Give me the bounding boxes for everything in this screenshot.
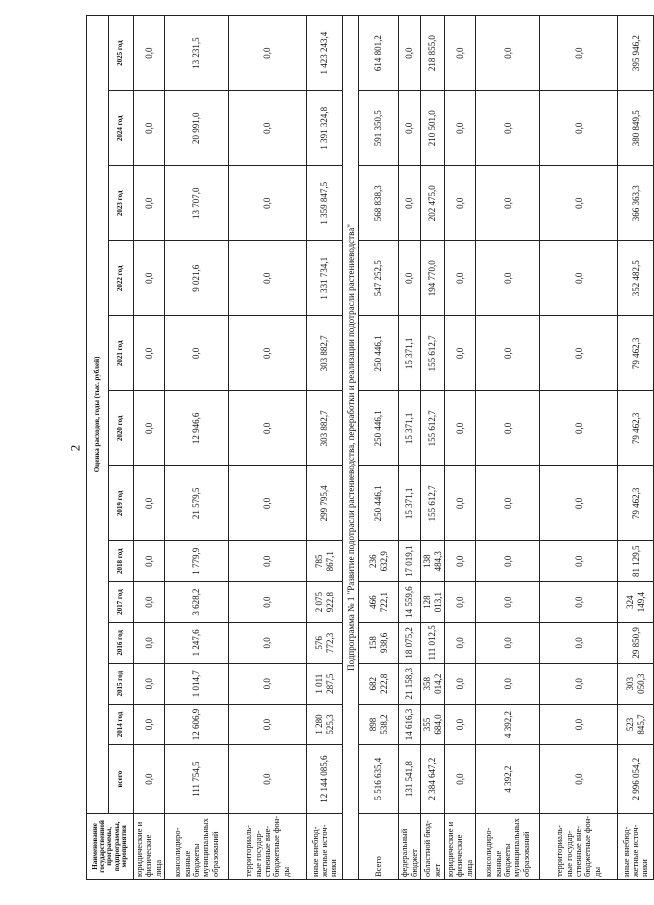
total-cell: 0,0 bbox=[134, 745, 165, 813]
row-label: консолидиро-ванные бюджеты муниципальных образований bbox=[476, 813, 540, 879]
year-value-cell: 324 149,4 bbox=[618, 582, 654, 623]
year-value-cell: 0,0 bbox=[229, 166, 307, 241]
year-value-cell: 0,0 bbox=[445, 391, 476, 466]
year-value-cell: 0,0 bbox=[476, 582, 540, 623]
year-value-cell: 366 363,3 bbox=[618, 166, 654, 241]
year-value-cell: 20 991,0 bbox=[165, 91, 229, 166]
year-value-cell: 0,0 bbox=[476, 663, 540, 704]
year-value-cell: 0,0 bbox=[229, 663, 307, 704]
row-label: федеральный бюджет bbox=[399, 813, 421, 879]
row-label: территориаль-ные государ-ственные вне-бюджетные фон-ды bbox=[229, 813, 307, 879]
total-cell: 0,0 bbox=[445, 745, 476, 813]
year-value-cell: 250 446,1 bbox=[359, 466, 399, 541]
table-row bbox=[134, 16, 165, 880]
year-value-cell: 18 075,2 bbox=[399, 622, 421, 663]
year-value-cell: 14 559,6 bbox=[399, 582, 421, 623]
year-value-cell: 0,0 bbox=[445, 622, 476, 663]
total-cell: 5 516 635,4 bbox=[359, 745, 399, 813]
year-value-cell: 380 849,5 bbox=[618, 91, 654, 166]
year-value-cell: 0,0 bbox=[476, 622, 540, 663]
year-value-cell: 0,0 bbox=[229, 541, 307, 582]
row-label: иные внебюд-жетные источ-ники bbox=[307, 813, 343, 879]
year-column-header: 2019 год bbox=[109, 466, 134, 541]
year-value-cell: 1 011 287,5 bbox=[307, 663, 343, 704]
year-value-cell: 0,0 bbox=[445, 166, 476, 241]
total-cell: 0,0 bbox=[540, 745, 618, 813]
table-row bbox=[307, 16, 343, 880]
year-column-header: 2017 год bbox=[109, 582, 134, 623]
year-value-cell: 0,0 bbox=[229, 16, 307, 91]
table-body bbox=[134, 16, 654, 880]
year-value-cell: 0,0 bbox=[229, 241, 307, 316]
year-value-cell: 0,0 bbox=[399, 166, 421, 241]
table-row bbox=[421, 16, 445, 880]
year-value-cell: 1 014,7 bbox=[165, 663, 229, 704]
year-value-cell: 236 632,9 bbox=[359, 541, 399, 582]
total-cell: 0,0 bbox=[229, 745, 307, 813]
year-value-cell: 128 013,1 bbox=[421, 582, 445, 623]
year-value-cell: 0,0 bbox=[540, 316, 618, 391]
year-value-cell: 1 359 847,5 bbox=[307, 166, 343, 241]
year-value-cell: 466 722,1 bbox=[359, 582, 399, 623]
year-value-cell: 682 222,8 bbox=[359, 663, 399, 704]
year-column-header: 2018 год bbox=[109, 541, 134, 582]
year-value-cell: 0,0 bbox=[540, 704, 618, 745]
year-value-cell: 158 938,6 bbox=[359, 622, 399, 663]
table-row bbox=[165, 16, 229, 880]
table-row bbox=[540, 16, 618, 880]
subprogram-title: Подпрограмма № 1 "Развитие подотрасли растениеводства, переработки и реализации подотрасли растениеводства" bbox=[343, 16, 359, 880]
year-value-cell: 355 684,0 bbox=[421, 704, 445, 745]
year-value-cell: 547 252,5 bbox=[359, 241, 399, 316]
year-value-cell: 1 391 324,8 bbox=[307, 91, 343, 166]
year-value-cell: 0,0 bbox=[540, 166, 618, 241]
year-value-cell: 79 462,3 bbox=[618, 466, 654, 541]
year-value-cell: 0,0 bbox=[476, 166, 540, 241]
name-column-header: Наименование государственной программы, подпрограммы, мероприятия bbox=[87, 813, 134, 879]
year-value-cell: 0,0 bbox=[229, 466, 307, 541]
year-value-cell: 194 770,0 bbox=[421, 241, 445, 316]
year-column-header: 2022 год bbox=[109, 241, 134, 316]
year-value-cell: 303 882,7 bbox=[307, 316, 343, 391]
table-row bbox=[618, 16, 654, 880]
expenditure-table bbox=[86, 15, 654, 880]
year-value-cell: 0,0 bbox=[476, 316, 540, 391]
year-value-cell: 395 946,2 bbox=[618, 16, 654, 91]
row-label: областной бюд-жет bbox=[421, 813, 445, 879]
year-value-cell: 0,0 bbox=[399, 16, 421, 91]
year-value-cell: 0,0 bbox=[445, 241, 476, 316]
year-value-cell: 21 158,3 bbox=[399, 663, 421, 704]
year-value-cell: 0,0 bbox=[134, 166, 165, 241]
year-column-header: 2025 год bbox=[109, 16, 134, 91]
year-value-cell: 0,0 bbox=[445, 582, 476, 623]
row-label: консолидиро-ванные бюджеты муниципальных образований bbox=[165, 813, 229, 879]
table-row bbox=[229, 16, 307, 880]
year-value-cell: 138 484,3 bbox=[421, 541, 445, 582]
row-label: юридические и физические лица bbox=[134, 813, 165, 879]
year-column-header: 2023 год bbox=[109, 166, 134, 241]
year-value-cell: 0,0 bbox=[540, 582, 618, 623]
year-value-cell: 0,0 bbox=[445, 91, 476, 166]
year-value-cell: 0,0 bbox=[134, 16, 165, 91]
year-value-cell: 3 628,2 bbox=[165, 582, 229, 623]
year-value-cell: 0,0 bbox=[134, 663, 165, 704]
year-value-cell: 0,0 bbox=[134, 466, 165, 541]
year-value-cell: 0,0 bbox=[445, 663, 476, 704]
year-value-cell: 1 423 243,4 bbox=[307, 16, 343, 91]
year-value-cell: 81 129,5 bbox=[618, 541, 654, 582]
year-value-cell: 0,0 bbox=[134, 391, 165, 466]
year-value-cell: 352 482,5 bbox=[618, 241, 654, 316]
page-number: 2 bbox=[67, 444, 83, 452]
table-row bbox=[445, 16, 476, 880]
year-value-cell: 898 538,2 bbox=[359, 704, 399, 745]
year-value-cell: 79 462,3 bbox=[618, 391, 654, 466]
year-column-header: 2014 год bbox=[109, 704, 134, 745]
year-value-cell: 0,0 bbox=[445, 466, 476, 541]
year-value-cell: 1 247,6 bbox=[165, 622, 229, 663]
year-value-cell: 0,0 bbox=[399, 91, 421, 166]
year-value-cell: 0,0 bbox=[476, 466, 540, 541]
row-label: территориаль-ные государ-ственные вне-бюджетные фон-ды bbox=[540, 813, 618, 879]
year-value-cell: 17 019,1 bbox=[399, 541, 421, 582]
year-value-cell: 568 838,3 bbox=[359, 166, 399, 241]
year-value-cell: 0,0 bbox=[540, 541, 618, 582]
year-value-cell: 0,0 bbox=[134, 541, 165, 582]
year-value-cell: 0,0 bbox=[229, 91, 307, 166]
year-value-cell: 0,0 bbox=[445, 704, 476, 745]
row-label: иные внебюд-жетные источ-ники bbox=[618, 813, 654, 879]
year-value-cell: 21 579,5 bbox=[165, 466, 229, 541]
year-value-cell: 0,0 bbox=[134, 241, 165, 316]
row-label: Всего bbox=[359, 813, 399, 879]
year-value-cell: 0,0 bbox=[540, 241, 618, 316]
total-cell: 2 384 647,2 bbox=[421, 745, 445, 813]
year-value-cell: 12 606,9 bbox=[165, 704, 229, 745]
year-value-cell: 0,0 bbox=[229, 582, 307, 623]
year-value-cell: 15 371,1 bbox=[399, 316, 421, 391]
subprogram-title-row bbox=[343, 16, 359, 880]
year-value-cell: 591 350,5 bbox=[359, 91, 399, 166]
year-value-cell: 358 014,2 bbox=[421, 663, 445, 704]
total-column-header: всего bbox=[109, 745, 134, 813]
year-value-cell: 250 446,1 bbox=[359, 316, 399, 391]
year-value-cell: 0,0 bbox=[476, 16, 540, 91]
year-value-cell: 0,0 bbox=[540, 391, 618, 466]
year-value-cell: 0,0 bbox=[229, 704, 307, 745]
year-value-cell: 210 501,0 bbox=[421, 91, 445, 166]
year-value-cell: 0,0 bbox=[134, 582, 165, 623]
year-value-cell: 303 882,7 bbox=[307, 391, 343, 466]
year-value-cell: 13 231,5 bbox=[165, 16, 229, 91]
year-value-cell: 0,0 bbox=[134, 316, 165, 391]
year-value-cell: 4 392,2 bbox=[476, 704, 540, 745]
table-row bbox=[399, 16, 421, 880]
total-cell: 12 144 085,6 bbox=[307, 745, 343, 813]
year-value-cell: 1 779,9 bbox=[165, 541, 229, 582]
year-value-cell: 202 475,0 bbox=[421, 166, 445, 241]
year-value-cell: 155 612,7 bbox=[421, 466, 445, 541]
year-value-cell: 0,0 bbox=[540, 663, 618, 704]
year-value-cell: 0,0 bbox=[476, 241, 540, 316]
year-value-cell: 0,0 bbox=[229, 622, 307, 663]
year-value-cell: 0,0 bbox=[399, 241, 421, 316]
year-value-cell: 79 462,3 bbox=[618, 316, 654, 391]
year-value-cell: 155 612,7 bbox=[421, 316, 445, 391]
year-value-cell: 1 280 525,3 bbox=[307, 704, 343, 745]
year-value-cell: 111 012,5 bbox=[421, 622, 445, 663]
year-value-cell: 0,0 bbox=[445, 316, 476, 391]
year-value-cell: 0,0 bbox=[134, 704, 165, 745]
year-value-cell: 14 616,3 bbox=[399, 704, 421, 745]
year-value-cell: 0,0 bbox=[476, 391, 540, 466]
year-column-header: 2024 год bbox=[109, 91, 134, 166]
year-column-header: 2016 год bbox=[109, 622, 134, 663]
total-cell: 4 392,2 bbox=[476, 745, 540, 813]
total-cell: 111 754,5 bbox=[165, 745, 229, 813]
estimate-header: Оценка расходов, годы (тыс. рублей) bbox=[87, 16, 109, 814]
year-value-cell: 0,0 bbox=[134, 91, 165, 166]
year-value-cell: 0,0 bbox=[540, 91, 618, 166]
year-column-header: 2021 год bbox=[109, 316, 134, 391]
year-value-cell: 0,0 bbox=[540, 466, 618, 541]
year-value-cell: 13 707,0 bbox=[165, 166, 229, 241]
year-value-cell: 250 446,1 bbox=[359, 391, 399, 466]
year-column-header: 2020 год bbox=[109, 391, 134, 466]
year-value-cell: 1 331 734,1 bbox=[307, 241, 343, 316]
year-value-cell: 299 795,4 bbox=[307, 466, 343, 541]
year-value-cell: 0,0 bbox=[165, 316, 229, 391]
year-value-cell: 0,0 bbox=[229, 316, 307, 391]
year-value-cell: 2 075 922,8 bbox=[307, 582, 343, 623]
header-row-2 bbox=[109, 16, 134, 880]
year-value-cell: 29 850,9 bbox=[618, 622, 654, 663]
table-row bbox=[359, 16, 399, 880]
rotated-table-wrapper bbox=[86, 15, 650, 880]
total-cell: 131 541,8 bbox=[399, 745, 421, 813]
total-cell: 2 996 054,2 bbox=[618, 745, 654, 813]
year-value-cell: 15 371,1 bbox=[399, 391, 421, 466]
year-value-cell: 0,0 bbox=[476, 541, 540, 582]
row-label: юридические и физические лица bbox=[445, 813, 476, 879]
year-value-cell: 0,0 bbox=[540, 16, 618, 91]
year-value-cell: 303 050,3 bbox=[618, 663, 654, 704]
year-value-cell: 0,0 bbox=[445, 541, 476, 582]
year-value-cell: 218 855,0 bbox=[421, 16, 445, 91]
year-value-cell: 0,0 bbox=[134, 622, 165, 663]
year-value-cell: 785 867,1 bbox=[307, 541, 343, 582]
table-row bbox=[476, 16, 540, 880]
year-value-cell: 0,0 bbox=[540, 622, 618, 663]
year-value-cell: 614 801,2 bbox=[359, 16, 399, 91]
year-column-header: 2015 год bbox=[109, 663, 134, 704]
year-value-cell: 15 371,1 bbox=[399, 466, 421, 541]
year-value-cell: 155 612,7 bbox=[421, 391, 445, 466]
year-value-cell: 12 946,6 bbox=[165, 391, 229, 466]
year-value-cell: 523 845,7 bbox=[618, 704, 654, 745]
year-value-cell: 0,0 bbox=[445, 16, 476, 91]
year-value-cell: 0,0 bbox=[476, 91, 540, 166]
year-value-cell: 576 772,3 bbox=[307, 622, 343, 663]
year-value-cell: 0,0 bbox=[229, 391, 307, 466]
year-value-cell: 9 021,6 bbox=[165, 241, 229, 316]
header-row-1 bbox=[87, 16, 109, 880]
